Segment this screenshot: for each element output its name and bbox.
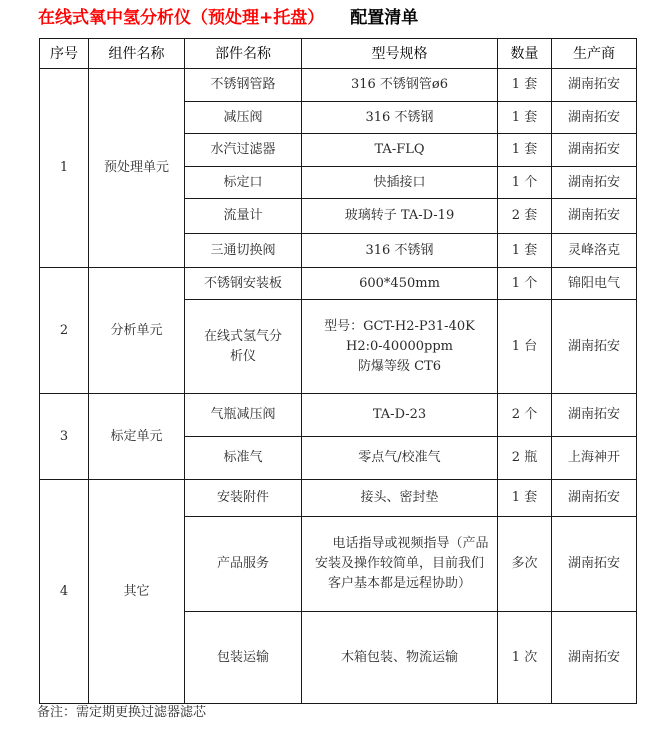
spec-line: 型号：GCT-H2-P31-40K xyxy=(324,318,475,334)
spec-cell: 玻璃转子 TA-D-19 xyxy=(302,199,498,234)
maker-cell: 湖南拓安 xyxy=(552,199,637,234)
qty-cell: 多次 xyxy=(498,517,552,612)
spec-cell: 零点气/校准气 xyxy=(302,437,498,480)
group-index-cell: 1 xyxy=(40,69,89,268)
spec-line: 安装及操作较简单，目前我们 xyxy=(314,556,484,571)
table-row xyxy=(40,480,637,517)
part-cell: 不锈钢安装板 xyxy=(185,268,302,300)
configuration-table xyxy=(39,38,637,704)
spec-cell xyxy=(302,517,498,612)
maker-cell: 锦阳电气 xyxy=(552,268,637,300)
part-cell: 不锈钢管路 xyxy=(185,69,302,102)
maker-cell: 湖南拓安 xyxy=(552,612,637,704)
part-cell: 减压阀 xyxy=(185,102,302,134)
qty-cell: 2 个 xyxy=(498,394,552,437)
part-cell: 气瓶减压阀 xyxy=(185,394,302,437)
spec-line: 客户基本都是远程协助） xyxy=(327,576,471,591)
part-cell: 三通切换阀 xyxy=(185,234,302,268)
header-qty: 数量 xyxy=(498,39,552,69)
group-component-cell: 分析单元 xyxy=(89,268,185,394)
spec-cell: TA-D-23 xyxy=(302,394,498,437)
qty-cell: 1 个 xyxy=(498,167,552,199)
maker-cell: 湖南拓安 xyxy=(552,102,637,134)
qty-cell: 1 个 xyxy=(498,268,552,300)
spec-line: 防爆等级 CT6 xyxy=(357,358,442,374)
header-component: 组件名称 xyxy=(89,39,185,69)
part-cell: 产品服务 xyxy=(185,517,302,612)
spec-cell: 316 不锈钢 xyxy=(302,234,498,268)
title-product-name: 在线式氧中氢分析仪（预处理+托盘） xyxy=(38,8,325,28)
header-spec: 型号规格 xyxy=(302,39,498,69)
header-index: 序号 xyxy=(40,39,89,69)
qty-cell: 1 次 xyxy=(498,612,552,704)
spec-cell: 600*450mm xyxy=(302,268,498,300)
table-header-row xyxy=(40,39,637,69)
qty-cell: 1 套 xyxy=(498,102,552,134)
header-part: 部件名称 xyxy=(185,39,302,69)
document-title xyxy=(38,6,418,30)
maker-cell: 湖南拓安 xyxy=(552,69,637,102)
group-component-cell: 其它 xyxy=(89,480,185,704)
maker-cell: 灵峰洛克 xyxy=(552,234,637,268)
maker-cell: 湖南拓安 xyxy=(552,480,637,517)
maker-cell: 湖南拓安 xyxy=(552,394,637,437)
part-cell: 安装附件 xyxy=(185,480,302,517)
spec-cell: 快插接口 xyxy=(302,167,498,199)
spec-cell: 316 不锈钢 xyxy=(302,102,498,134)
maker-cell: 湖南拓安 xyxy=(552,517,637,612)
spec-cell: 木箱包装、物流运输 xyxy=(302,612,498,704)
part-cell: 标准气 xyxy=(185,437,302,480)
qty-cell: 2 套 xyxy=(498,199,552,234)
part-cell: 水汽过滤器 xyxy=(185,134,302,167)
table-row xyxy=(40,268,637,300)
spec-cell: TA-FLQ xyxy=(302,134,498,167)
group-component-cell: 标定单元 xyxy=(89,394,185,480)
spec-line: 电话指导或视频指导（产品 xyxy=(332,536,489,551)
group-index-cell: 3 xyxy=(40,394,89,480)
maker-cell: 湖南拓安 xyxy=(552,167,637,199)
part-line: 析仪 xyxy=(229,348,256,364)
group-component-cell: 预处理单元 xyxy=(89,69,185,268)
part-line: 在线式氢气分 xyxy=(203,328,282,344)
spec-cell: 接头、密封垫 xyxy=(302,480,498,517)
footnote: 备注：需定期更换过滤器滤芯 xyxy=(37,705,207,720)
spec-line: H2:0-40000ppm xyxy=(346,338,453,354)
qty-cell: 1 台 xyxy=(498,300,552,394)
spec-cell xyxy=(302,300,498,394)
part-cell: 标定口 xyxy=(185,167,302,199)
group-index-cell: 2 xyxy=(40,268,89,394)
qty-cell: 2 瓶 xyxy=(498,437,552,480)
part-cell xyxy=(185,300,302,394)
spec-cell: 316 不锈钢管ø6 xyxy=(302,69,498,102)
maker-cell: 湖南拓安 xyxy=(552,300,637,394)
qty-cell: 1 套 xyxy=(498,134,552,167)
part-cell: 流量计 xyxy=(185,199,302,234)
part-cell: 包装运输 xyxy=(185,612,302,704)
maker-cell: 湖南拓安 xyxy=(552,134,637,167)
qty-cell: 1 套 xyxy=(498,69,552,102)
header-maker: 生产商 xyxy=(552,39,637,69)
qty-cell: 1 套 xyxy=(498,480,552,517)
maker-cell: 上海神开 xyxy=(552,437,637,480)
title-config-list: 配置清单 xyxy=(350,8,419,28)
qty-cell: 1 套 xyxy=(498,234,552,268)
group-index-cell: 4 xyxy=(40,480,89,704)
table-row xyxy=(40,394,637,437)
table-row xyxy=(40,69,637,102)
